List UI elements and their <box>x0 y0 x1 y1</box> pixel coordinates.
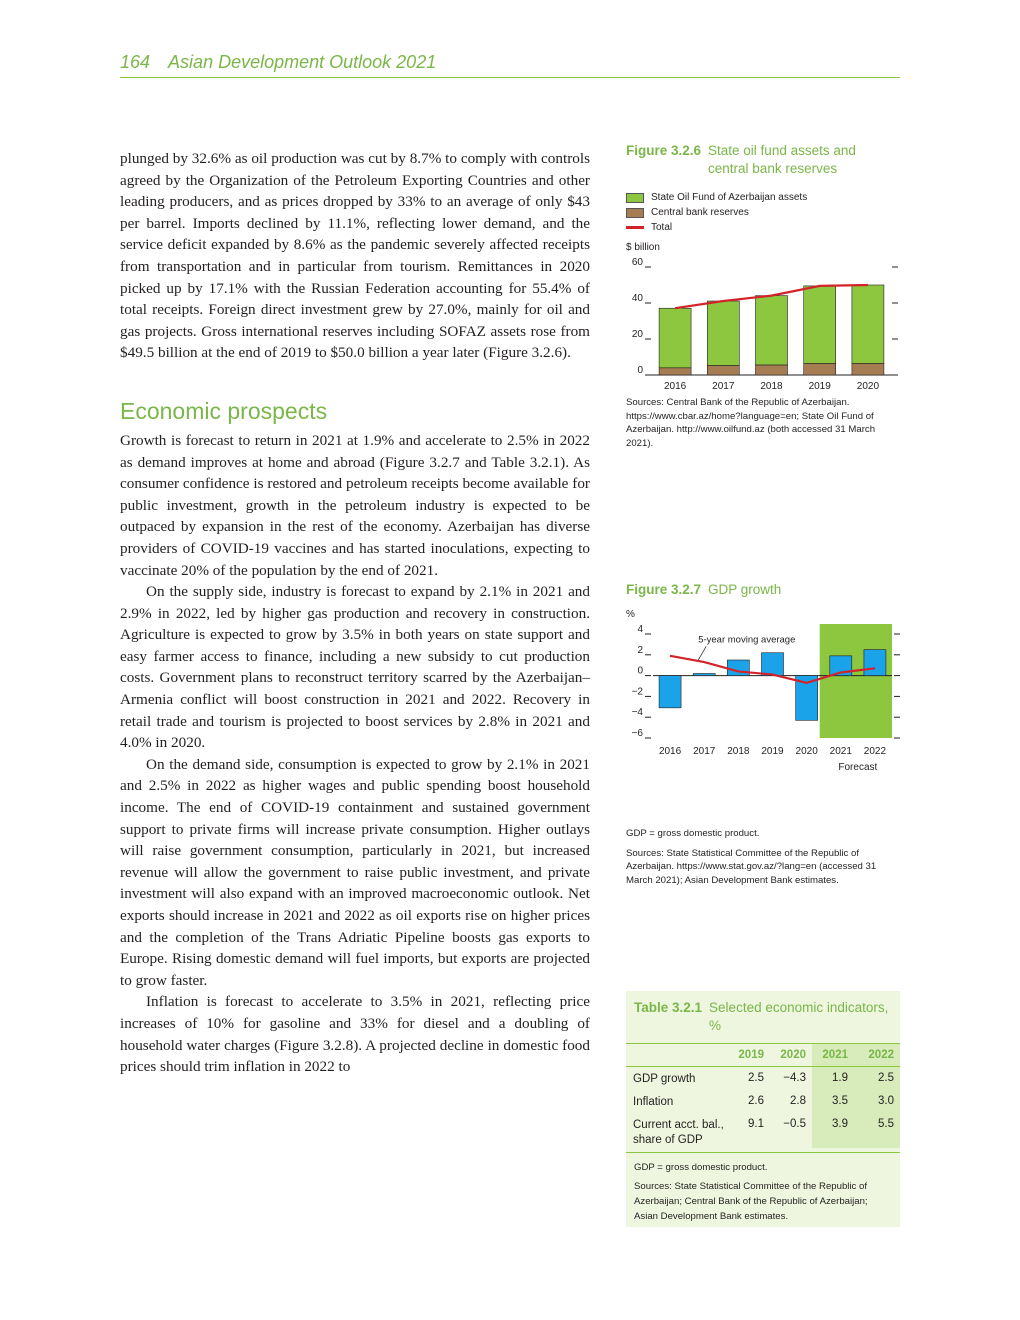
y-tick-label: 2 <box>637 644 643 656</box>
table-title-text: Selected economic indicators, % <box>709 1000 889 1033</box>
indicators-table <box>626 991 900 1227</box>
paragraph: Growth is forecast to return in 2021 at 1.9% and accelerate to 2.5% in 2022 as demand improves at home and abroad (Figure 3.2.7 and Table 3.2.1). As consumer confidence is restored and petroleum receipts become available for public investment, growth in the petroleum industry is expected to be outpaced by expansion in the rest of the economy. Azerbaijan has diverse providers of COVID-19 vaccines and has started inoculations, expecting to vaccinate 20% of the population by the end of 2021. <box>120 431 590 579</box>
paragraph: Inflation is forecast to accelerate to 3.5% in 2021, reflecting price increases of 10% for gasoline and 33% for diesel and a doubling of household water charges (Figure 3.2.8). A projected decline in domestic food prices should trim inflation in 2022 to <box>120 993 590 1076</box>
figure-number: Figure 3.2.6 <box>626 143 702 158</box>
bar-gdp-2022 <box>864 650 886 676</box>
y-tick-label: 20 <box>631 329 643 340</box>
bar-oil-fund-2018 <box>756 296 788 365</box>
table-cell: 2.5 <box>748 1072 764 1084</box>
y-tick-label: 0 <box>637 365 643 376</box>
table-row <box>626 1067 900 1090</box>
y-tick-label: 4 <box>637 624 643 635</box>
table-cell: 5.5 <box>854 1113 900 1148</box>
legend-swatch-reserves <box>626 208 644 218</box>
moving-average-annotation: 5-year moving average <box>698 634 796 646</box>
gdp-growth-chart <box>626 620 900 816</box>
x-tick-label: 2017 <box>693 746 716 757</box>
y-tick-label: −4 <box>631 707 643 719</box>
oil-fund-chart <box>626 253 900 392</box>
table-cell: 3.9 <box>812 1113 854 1148</box>
column-header: 2020 <box>770 1044 812 1067</box>
indicators-grid <box>626 1043 900 1148</box>
bar-reserves-2020 <box>852 363 884 375</box>
table-cell: 9.1 <box>748 1117 764 1130</box>
table-cell: 2.8 <box>790 1094 806 1107</box>
legend-swatch-oil-fund <box>626 193 644 203</box>
bar-reserves-2018 <box>756 365 788 375</box>
x-tick-label: 2018 <box>760 381 783 392</box>
y-tick-label: −2 <box>631 686 643 698</box>
forecast-label: Forecast <box>838 762 878 773</box>
bar-gdp-2016 <box>659 676 681 708</box>
bar-gdp-2018 <box>727 660 749 676</box>
table-cell: 2.6 <box>748 1094 764 1107</box>
bar-oil-fund-2017 <box>707 301 739 365</box>
figure-oil-fund <box>626 142 900 450</box>
x-tick-label: 2020 <box>856 381 880 392</box>
axis-unit: $ billion <box>626 242 660 253</box>
table-source: Sources: State Statistical Committee of the Republic of Azerbaijan; Central Bank of the Republic of Azerbaijan; Asian Development Bank estimates. <box>634 1180 868 1222</box>
y-tick-label: −6 <box>631 728 643 739</box>
figure-title <box>626 581 900 599</box>
table-header-row <box>626 1044 900 1067</box>
x-tick-label: 2019 <box>761 746 784 757</box>
row-label: Current acct. bal., share of GDP <box>633 1118 724 1146</box>
x-tick-label: 2016 <box>663 381 687 392</box>
x-tick-label: 2016 <box>658 746 682 757</box>
annotation-leader <box>698 646 706 660</box>
page-number: 164 <box>120 52 151 72</box>
row-label: GDP growth <box>633 1073 696 1085</box>
table-cell: 3.0 <box>854 1090 900 1113</box>
table-cell: 3.5 <box>812 1090 854 1113</box>
y-tick-label: 0 <box>637 665 643 677</box>
running-head <box>120 52 900 78</box>
table-cell: −0.5 <box>783 1117 806 1130</box>
bar-gdp-2019 <box>762 653 784 676</box>
table-row <box>626 1090 900 1113</box>
legend-item: Total <box>626 220 900 235</box>
bar-oil-fund-2016 <box>659 308 691 368</box>
figure-notes <box>626 396 900 450</box>
table-abbreviation: GDP = gross domestic product. <box>634 1161 768 1173</box>
figure-number: Figure 3.2.7 <box>626 582 702 597</box>
figure-title <box>626 142 900 178</box>
legend-line-total <box>626 226 644 229</box>
table-cell: 1.9 <box>812 1067 854 1090</box>
figure-source: Sources: Central Bank of the Republic of Azerbaijan. https://www.cbar.az/home?language=en; State Oil Fund of Azerbaijan. http://www.oilfund.az (both accessed 31 March 2021). <box>626 397 876 449</box>
chart-legend <box>626 190 900 235</box>
y-tick-label: 40 <box>631 293 643 304</box>
x-tick-label: 2021 <box>829 746 852 757</box>
table-row <box>626 1113 900 1148</box>
x-tick-label: 2019 <box>808 381 831 392</box>
x-tick-label: 2017 <box>712 381 735 392</box>
y-tick-label: 60 <box>631 257 643 268</box>
table-title <box>626 991 900 1035</box>
legend-item: State Oil Fund of Azerbaijan assets <box>626 190 900 205</box>
table-number: Table 3.2.1 <box>634 1000 703 1015</box>
figure-title-text: GDP growth <box>708 582 782 597</box>
bar-reserves-2016 <box>659 368 691 375</box>
table-cell: 2.5 <box>854 1067 900 1090</box>
figure-title-text: State oil fund assets and central bank reserves <box>708 143 856 176</box>
figure-notes <box>626 827 900 887</box>
figure-gdp-growth <box>626 581 900 887</box>
publication-title: Asian Development Outlook 2021 <box>168 52 437 72</box>
row-label: Inflation <box>633 1095 674 1108</box>
section-heading: Economic prospects <box>120 397 328 424</box>
column-header: 2021 <box>812 1044 854 1067</box>
figure-abbreviation: GDP = gross domestic product. <box>626 828 760 839</box>
paragraph: On the demand side, consumption is expected to grow by 2.1% in 2021 and 2.5% in 2022 as higher wages and public spending boost household income. The end of COVID-19 containment and sustained government support to private firms will increase private consumption. Higher outlays will raise government consumption, particularly in 2021, but increased revenue will allow the government to raise public investment, and private investment will also expand with an improved macroeconomic outlook. Net exports should increase in 2021 and 2022 as oil exports rise on higher prices and the completion of the Trans Adriatic Pipeline boosts gas exports to Europe. Rising domestic demand will fuel imports, but exports are projected to grow faster. <box>120 755 590 989</box>
forecast-shading <box>820 624 892 738</box>
table-notes <box>626 1152 900 1235</box>
x-tick-label: 2020 <box>795 746 818 757</box>
column-header: 2022 <box>854 1044 900 1067</box>
legend-item: Central bank reserves <box>626 205 900 220</box>
axis-unit: % <box>626 609 635 620</box>
bar-oil-fund-2019 <box>804 286 836 364</box>
table-cell: −4.3 <box>783 1072 806 1084</box>
paragraph: On the supply side, industry is forecast to expand by 2.1% in 2021 and 2.9% in 2022, led by higher gas production and recovery in construction. Agriculture is expected to grow by 3.5% in both years on state support and easy farmer access to finance, including a new subsidy to cut production costs. Government plans to reconstruct territory scarred by the Azerbaijan–Armenia conflict will boost construction in 2021 and 2022. Recovery in retail trade and tourism is projected to boost services by 2.8% in 2021 and 4.0% in 2020. <box>120 583 590 752</box>
body-text <box>120 148 590 1078</box>
bar-oil-fund-2020 <box>852 285 884 363</box>
x-tick-label: 2018 <box>727 746 750 757</box>
bar-gdp-2017 <box>693 674 715 676</box>
column-header: 2019 <box>730 1044 770 1067</box>
figure-source: Sources: State Statistical Committee of the Republic of Azerbaijan. https://www.stat.gov.az/?lang=en (accessed 31 March 2021); Asian Development Bank estimates. <box>626 847 877 886</box>
bar-reserves-2019 <box>804 363 836 375</box>
bar-reserves-2017 <box>707 365 739 375</box>
x-tick-label: 2022 <box>863 746 887 757</box>
paragraph: plunged by 32.6% as oil production was cut by 8.7% to comply with controls agreed by the Organization of the Petroleum Exporting Countries and other leading producers, and as prices dropped by 33% to an average of only $43 per barrel. Imports declined by 11.1%, reflecting lower demand, and the service deficit expanded by 8.6% as the pandemic severely affected receipts from transportation and in particular from tourism. Remittances in 2020 picked up by 17.1% with the Russian Federation accounting for 55.4% of total receipts. Foreign direct investment grew by 27.0%, mainly for oil and gas projects. Gross international reserves including SOFAZ assets rose from $49.5 billion at the end of 2019 to $50.0 billion a year later (Figure 3.2.6). <box>120 150 590 362</box>
